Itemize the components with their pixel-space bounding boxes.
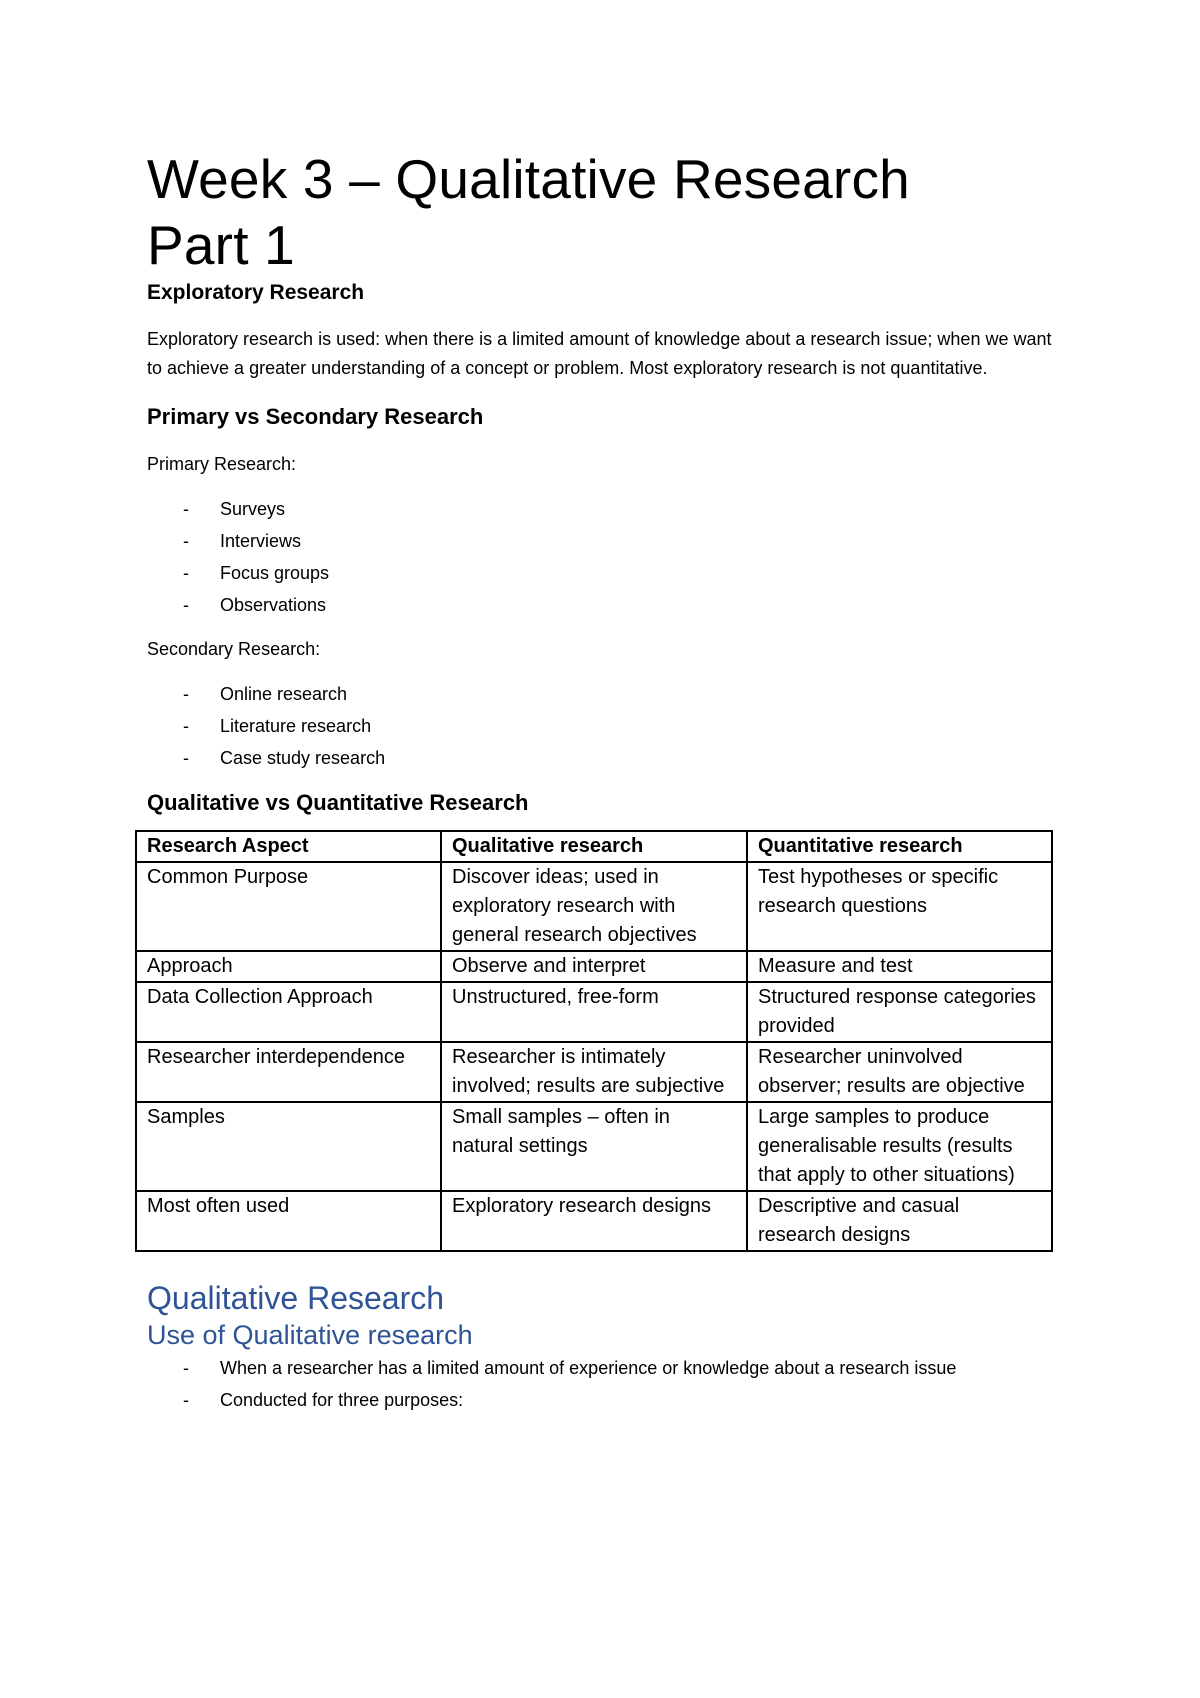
table-cell: Researcher interdependence (136, 1042, 441, 1102)
exploratory-heading: Exploratory Research (147, 281, 365, 304)
qualitative-use-list (147, 1352, 1052, 1416)
exploratory-paragraph: Exploratory research is used: when there is a limited amount of knowledge about a research issue; when we want to achieve a greater understanding of a concept or problem. Most exploratory research is not quantitative. (147, 329, 1052, 378)
table-cell: Measure and test (747, 951, 1052, 982)
list-item: - Interviews (147, 525, 1052, 557)
table-row (136, 951, 1052, 982)
table-row (136, 1042, 1052, 1102)
list-item: - Literature research (147, 710, 1052, 742)
list-item: - Conducted for three purposes: (147, 1384, 1052, 1416)
table-cell: Observe and interpret (441, 951, 747, 982)
page-title-line2: Part 1 (147, 214, 295, 276)
table-cell: Researcher uninvolved observer; results are objective (747, 1042, 1052, 1102)
dash-bullet: - (183, 684, 189, 704)
table-cell: Samples (136, 1102, 441, 1191)
secondary-research-label: Secondary Research: (147, 639, 321, 659)
list-item: - Online research (147, 678, 1052, 710)
table-cell: Descriptive and casual research designs (747, 1191, 1052, 1251)
qualitative-research-heading: Qualitative Research (147, 1280, 445, 1316)
table-header-cell: Qualitative research (441, 831, 747, 862)
primary-research-label: Primary Research: (147, 454, 297, 474)
dash-bullet: - (183, 499, 189, 519)
list-item: - Focus groups (147, 557, 1052, 589)
dash-bullet: - (183, 748, 189, 768)
table-cell: Data Collection Approach (136, 982, 441, 1042)
dash-bullet: - (183, 563, 189, 583)
secondary-research-list (147, 678, 1052, 774)
qual-quant-heading: Qualitative vs Quantitative Research (147, 790, 529, 815)
primary-secondary-heading: Primary vs Secondary Research (147, 404, 484, 429)
dash-bullet: - (183, 531, 189, 551)
table-header-row (136, 831, 1052, 862)
table-header-cell: Research Aspect (136, 831, 441, 862)
dash-bullet: - (183, 595, 189, 615)
table-cell: Large samples to produce generalisable results (results that apply to other situations) (747, 1102, 1052, 1191)
dash-bullet: - (183, 1358, 189, 1378)
table-row (136, 1102, 1052, 1191)
document-content (147, 146, 1052, 1416)
table-cell: Exploratory research designs (441, 1191, 747, 1251)
list-item: - Case study research (147, 742, 1052, 774)
table-cell: Small samples – often in natural settings (441, 1102, 747, 1191)
table-cell: Most often used (136, 1191, 441, 1251)
table-header-cell: Quantitative research (747, 831, 1052, 862)
table-cell: Discover ideas; used in exploratory research with general research objectives (441, 862, 747, 951)
table-cell: Common Purpose (136, 862, 441, 951)
table-cell: Unstructured, free-form (441, 982, 747, 1042)
table-row (136, 982, 1052, 1042)
table-row (136, 1191, 1052, 1251)
list-item: - Observations (147, 589, 1052, 621)
table-cell: Test hypotheses or specific research questions (747, 862, 1052, 951)
list-item: - Surveys (147, 493, 1052, 525)
dash-bullet: - (183, 716, 189, 736)
table-cell: Approach (136, 951, 441, 982)
page-title-line1: Week 3 – Qualitative Research (147, 148, 910, 210)
comparison-table (135, 830, 1053, 1252)
page-title (147, 146, 1052, 278)
primary-research-list (147, 493, 1052, 621)
dash-bullet: - (183, 1390, 189, 1410)
use-of-qualitative-subheading: Use of Qualitative research (147, 1320, 473, 1350)
table-cell: Structured response categories provided (747, 982, 1052, 1042)
table-cell: Researcher is intimately involved; results are subjective (441, 1042, 747, 1102)
table-row (136, 862, 1052, 951)
list-item: - When a researcher has a limited amount of experience or knowledge about a research issue (147, 1352, 1052, 1384)
